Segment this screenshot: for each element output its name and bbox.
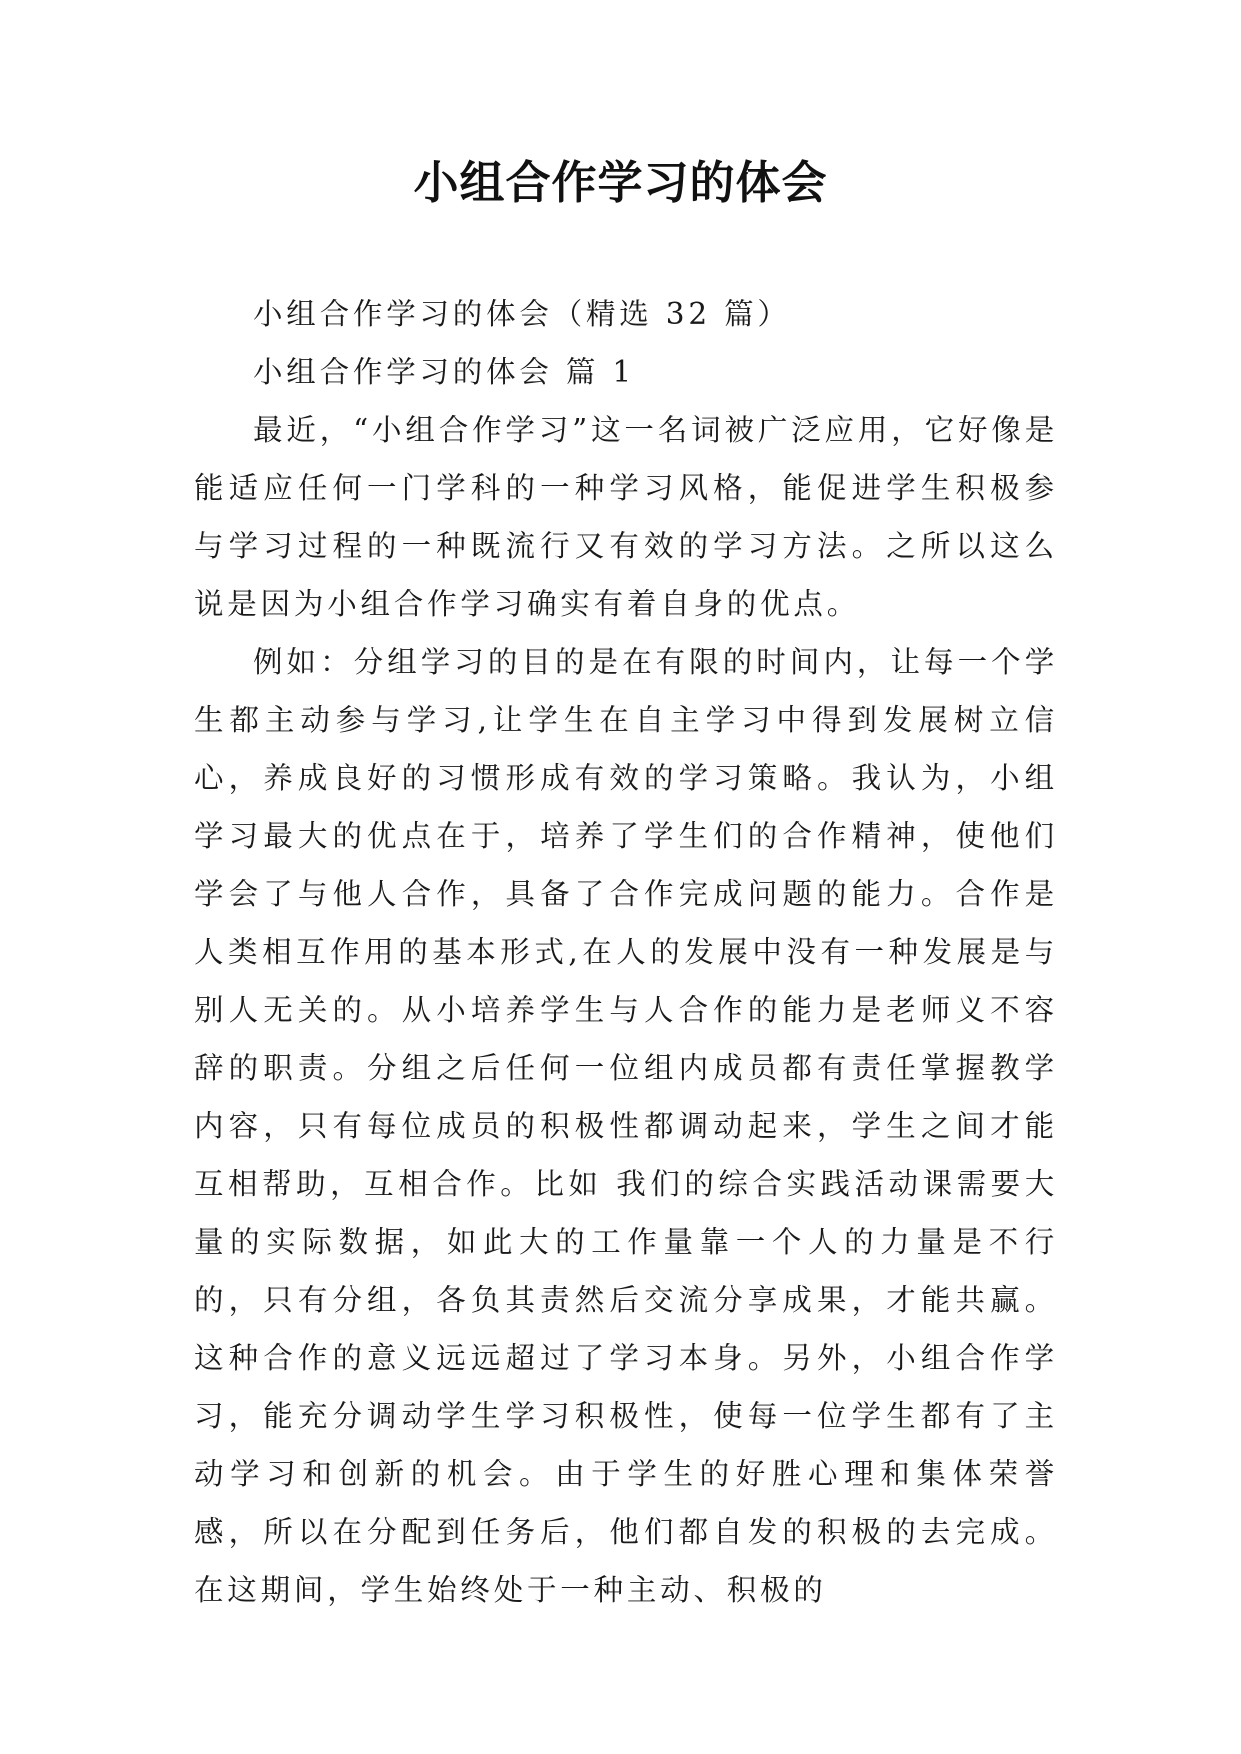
document-subtitle: 小组合作学习的体会（精选 32 篇）	[253, 297, 791, 331]
paragraph-1: 最近，“小组合作学习”这一名词被广泛应用，它好像是能适应任何一门学科的一种学习风格，能促进学生积极参与学习过程的一种既流行又有效的学习方法。之所以这么说是因为小组合作学习确实有着自身的优点。	[194, 413, 1058, 621]
section-heading: 小组合作学习的体会 篇 1	[253, 355, 635, 389]
document-body	[194, 285, 1058, 1619]
document-title: 小组合作学习的体会	[413, 156, 828, 209]
paragraph-2: 例如：分组学习的目的是在有限的时间内，让每一个学生都主动参与学习,让学生在自主学习中得到发展树立信心，养成良好的习惯形成有效的学习策略。我认为，小组学习最大的优点在于，培养了学生们的合作精神，使他们学会了与他人合作，具备了合作完成问题的能力。合作是人类相互作用的基本形式,在人的发展中没有一种发展是与别人无关的。从小培养学生与人合作的能力是老师义不容辞的职责。分组之后任何一位组内成员都有责任掌握教学内容，只有每位成员的积极性都调动起来，学生之间才能互相帮助，互相合作。比如 我们的综合实践活动课需要大量的实际数据，如此大的工作量靠一个人的力量是不行的，只有分组，各负其责然后交流分享成果，才能共赢。这种合作的意义远远超过了学习本身。另外，小组合作学习，能充分调动学生学习积极性，使每一位学生都有了主动学习和创新的机会。由于学生的好胜心理和集体荣誉感，所以在分配到任务后，他们都自发的积极的去完成。在这期间，学生始终处于一种主动、积极的	[194, 645, 1058, 1607]
